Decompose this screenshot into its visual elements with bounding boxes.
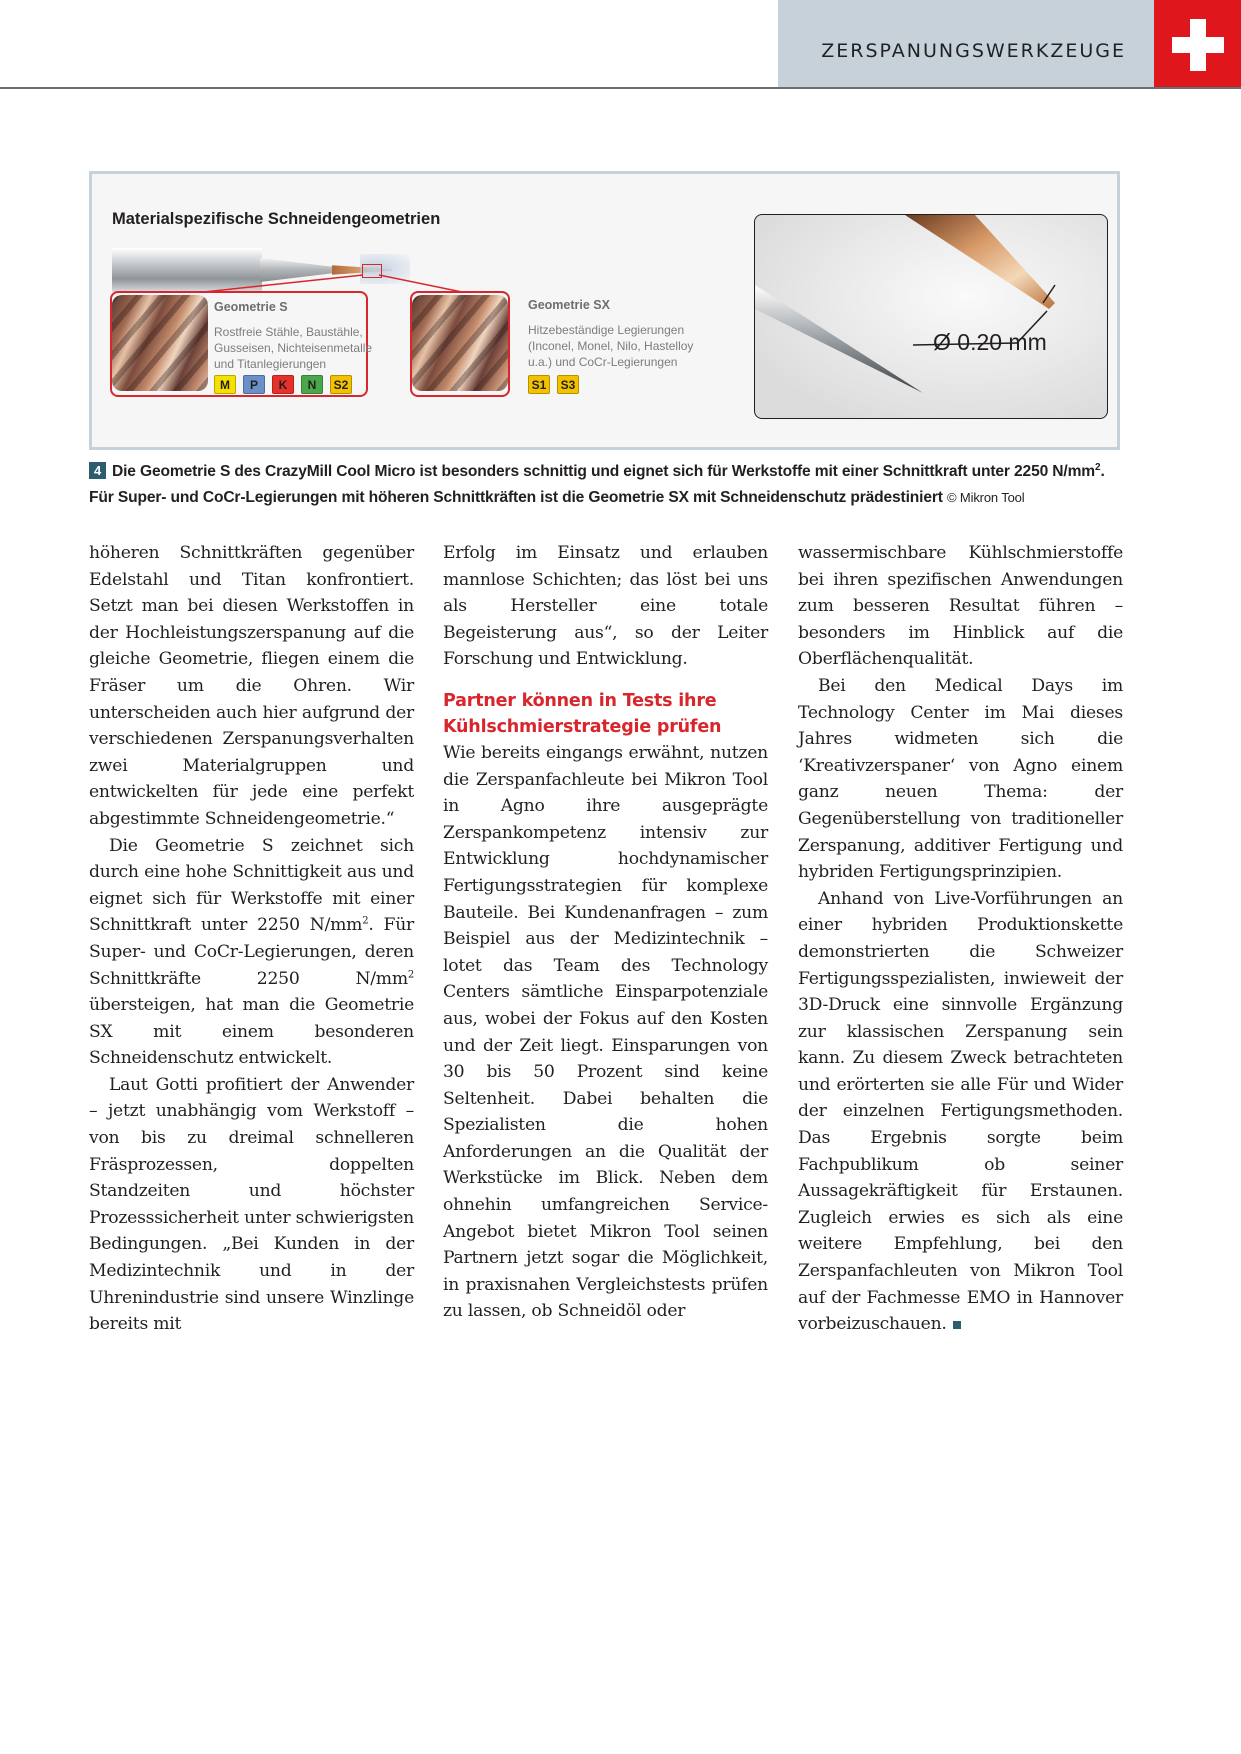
article-column-3	[798, 540, 1123, 1338]
figure-number: 4	[89, 462, 106, 479]
material-badge-m: M	[214, 375, 236, 394]
swiss-flag-icon	[1154, 0, 1241, 88]
section-subheading: Partner können in Tests ihre Kühlschmierstrategie prüfen	[443, 690, 722, 737]
paragraph: Erfolg im Einsatz und erlauben mannlose Schichten; das löst bei uns als Hersteller eine totale Begeisterung aus“, so der Leiter Forschung und Entwicklung.	[443, 543, 768, 670]
paragraph: Wie bereits eingangs erwähnt, nutzen die Zerspanfachleute bei Mikron Tool in Agno ihre ausgeprägte Zerspankompetenz intensiv zur Entwicklung hochdynamischer Fertigungsstrategien für komplexe Bauteile. Bei Kundenanfragen – zum Beispiel aus der Medizintechnik – lotet das Team des Technology Centers sämtliche Einsparpotenziale aus, wobei der Fokus auf den Kosten und der Zeit liegt. Einsparungen von 30 bis 50 Prozent sind keine Seltenheit. Dabei behalten die Spezialisten die hohen Anforderungen an die Qualität der Werkstücke im Blick. Neben dem ohnehin umfangreichen Service-Angebot bietet Mikron Tool seinen Partnern jetzt sogar die Möglichkeit, in praxisnahen Vergleichstests prüfen zu lassen, ob Schneidöl oder	[443, 742, 768, 1322]
article-end-icon	[953, 1321, 961, 1329]
geometry-s-name: Geometrie S	[214, 300, 288, 314]
geometry-s-description: Rostfreie Stähle, Baustähle, Gusseisen, Nichteisenmetalle und Titanlegierungen	[214, 325, 373, 371]
geometry-sx-description: Hitzebeständige Legierungen (Inconel, Monel, Nilo, Hastelloy u.a.) und CoCr-Legierungen	[528, 323, 694, 369]
geometry-sx-image	[412, 295, 508, 391]
figure-caption: 4 Die Geometrie S des CrazyMill Cool Micro ist besonders schnittig und eignet sich für Werkstoffe mit einer Schnittkraft unter 2250 $N/mm^2$. Für Super- und CoCr-Legierungen mit höheren Schnittkräften ist die Geometrie SX mit Schneidenschutz prädestiniert © Mikron Tool	[89, 461, 1105, 506]
material-badge-s3: S3	[557, 375, 579, 394]
paragraph: höheren Schnittkräften gegenüber Edelstahl und Titan konfrontiert. Setzt man bei diesen Werkstoffen in der Hochleistungszerspanung auf die gleiche Geometrie, fliegen einem die Fräser um die Ohren. Wir unterscheiden auch hier aufgrund der verschiedenen Zerspanungsverhalten zwei Materialgruppen und entwickelten für jede eine perfekt abgestimmte Schneidengeometrie.“	[89, 543, 414, 829]
material-badge-s1: S1	[528, 375, 550, 394]
geometry-s-material-badges	[214, 375, 352, 394]
paragraph: wassermischbare Kühlschmierstoffe bei ihren spezifischen Anwendungen zum besseren Resultat führen – besonders im Hinblick auf die Oberflächenqualität.	[798, 543, 1123, 670]
article-column-1	[89, 540, 414, 1338]
geometry-s-image	[112, 295, 208, 391]
geometry-sx-material-badges	[528, 375, 579, 394]
paragraph: Bei den Medical Days im Technology Center im Mai dieses Jahres widmeten sich die ‘Kreativzerspaner‘ von Agno einem ganz neuen Thema: der Gegenüberstellung von traditioneller Zerspanung, additiver Fertigung und hybriden Fertigungsprinzipien.	[798, 675, 1123, 883]
header-rule	[0, 87, 1241, 89]
material-badge-p: P	[243, 375, 265, 394]
section-tab	[778, 0, 1154, 88]
section-label: ZERSPANUNGSWERKZEUGE	[821, 40, 1126, 62]
paragraph: Laut Gotti profitiert der Anwender – jetzt unabhängig vom Werkstoff – von bis zu dreimal schnelleren Fräsprozessen, doppelten Standzeiten und höchster Prozesssicherheit unter schwierigsten Bedingungen. „Bei Kunden in der Medizintechnik und in der Uhrenindustrie sind unsere Winzlinge bereits mit	[89, 1074, 414, 1335]
article-column-2	[443, 540, 768, 1325]
micro-tool-photo	[754, 214, 1108, 419]
material-badge-k: K	[272, 375, 294, 394]
figure-title: Materialspezifische Schneidengeometrien	[112, 210, 441, 228]
figure-geometries	[89, 171, 1120, 450]
paragraph: Die Geometrie S zeichnet sich durch eine hohe Schnittigkeit aus und eignet sich für Werkstoffe mit einer Schnittkraft unter 2250 $N/mm^2$. Für Super- und CoCr-Legierungen, deren Schnittkräfte 2250 $N/mm^2$ übersteigen, hat man die Geometrie SX mit einem besonderen Schneidenschutz entwickelt.	[89, 835, 414, 1069]
material-badge-s2: S2	[330, 375, 352, 394]
diameter-label: Ø 0.20 mm	[933, 329, 1047, 355]
material-badge-n: N	[301, 375, 323, 394]
geometry-sx-name: Geometrie SX	[528, 298, 610, 312]
photo-credit: © Mikron Tool	[947, 490, 1025, 505]
paragraph: Anhand von Live-Vorführungen an einer hybriden Produktionskette demonstrierten die Schweizer Fertigungsspezialisten, inwieweit der 3D-Druck eine sinnvolle Ergänzung zur klassischen Zerspanung sein kann. Zu diesem Zweck betrachteten und erörterten sie alle Für und Wider der einzelnen Fertigungsmethoden. Das Ergebnis sorgte beim Fachpublikum ob seiner Aussagekräftigkeit für Erstaunen. Zugleich erwies es sich als eine weitere Empfehlung, bei den Zerspanfachleuten von Mikron Tool auf der Fachmesse EMO in Hannover vorbeizuschauen.	[798, 888, 1123, 1335]
micro-tool-illustration	[755, 215, 1108, 419]
